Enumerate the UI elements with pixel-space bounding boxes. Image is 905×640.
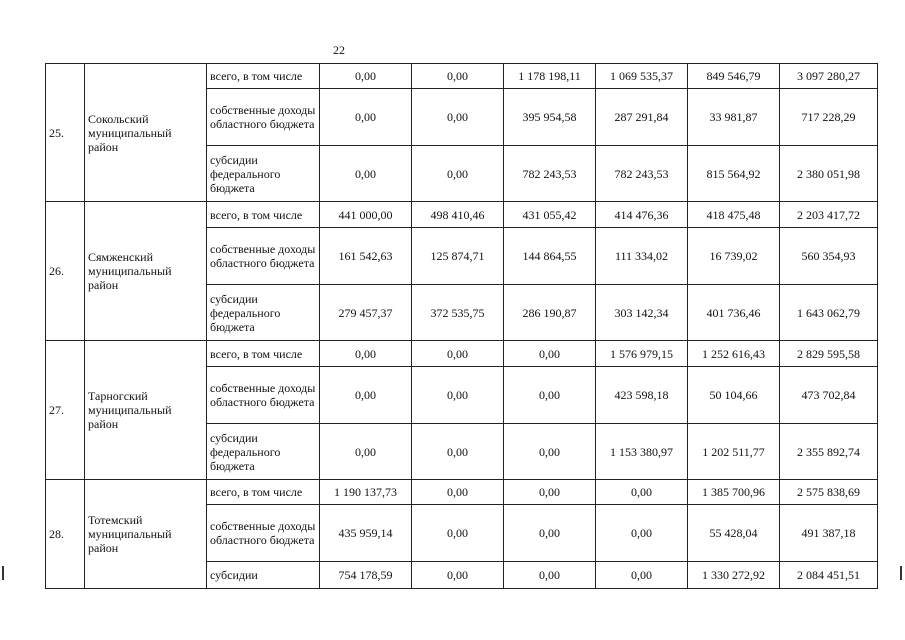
amount-cell: 55 428,04 [688,505,780,562]
amount-cell: 1 643 062,79 [780,285,878,341]
amount-cell: 1 190 137,73 [320,480,412,505]
amount-cell: 0,00 [320,341,412,367]
funding-type: всего, в том числе [207,64,320,89]
amount-cell: 1 252 616,43 [688,341,780,367]
amount-cell: 0,00 [596,505,688,562]
amount-cell: 0,00 [412,480,504,505]
amount-cell: 401 736,46 [688,285,780,341]
amount-cell: 0,00 [412,146,504,202]
amount-cell: 2 355 892,74 [780,424,878,480]
amount-cell: 0,00 [412,424,504,480]
district-name: Тарногский муниципальный район [85,341,207,480]
row-number: 27. [46,341,85,480]
amount-cell: 1 330 272,92 [688,562,780,589]
table-row [46,64,878,89]
amount-cell: 303 142,34 [596,285,688,341]
row-number: 26. [46,202,85,341]
amount-cell: 1 069 535,37 [596,64,688,89]
amount-cell: 0,00 [412,341,504,367]
scan-mark-right [900,566,902,580]
amount-cell: 0,00 [412,367,504,424]
amount-cell: 279 457,37 [320,285,412,341]
amount-cell: 50 104,66 [688,367,780,424]
amount-cell: 782 243,53 [596,146,688,202]
amount-cell: 1 385 700,96 [688,480,780,505]
funding-type: всего, в том числе [207,341,320,367]
amount-cell: 2 203 417,72 [780,202,878,228]
amount-cell: 0,00 [504,505,596,562]
amount-cell: 815 564,92 [688,146,780,202]
amount-cell: 418 475,48 [688,202,780,228]
amount-cell: 2 829 595,58 [780,341,878,367]
amount-cell: 1 202 511,77 [688,424,780,480]
row-number: 25. [46,64,85,202]
amount-cell: 473 702,84 [780,367,878,424]
amount-cell: 144 864,55 [504,228,596,285]
page-number: 22 [333,43,345,57]
row-number: 28. [46,480,85,589]
amount-cell: 395 954,58 [504,89,596,146]
amount-cell: 161 542,63 [320,228,412,285]
amount-cell: 287 291,84 [596,89,688,146]
amount-cell: 286 190,87 [504,285,596,341]
amount-cell: 435 959,14 [320,505,412,562]
amount-cell: 0,00 [504,341,596,367]
district-name: Тотемский муниципальный район [85,480,207,589]
funding-type: всего, в том числе [207,480,320,505]
district-name: Сокольский муниципальный район [85,64,207,202]
amount-cell: 125 874,71 [412,228,504,285]
amount-cell: 0,00 [596,562,688,589]
amount-cell: 849 546,79 [688,64,780,89]
funding-type: собственные доходы областного бюджета [207,367,320,424]
table-row [46,202,878,228]
amount-cell: 3 097 280,27 [780,64,878,89]
funding-type: субсидии федерального бюджета [207,285,320,341]
amount-cell: 560 354,93 [780,228,878,285]
funding-type: собственные доходы областного бюджета [207,89,320,146]
funding-type: субсидии федерального бюджета [207,146,320,202]
amount-cell: 0,00 [320,64,412,89]
amount-cell: 0,00 [504,480,596,505]
amount-cell: 16 739,02 [688,228,780,285]
amount-cell: 1 178 198,11 [504,64,596,89]
amount-cell: 111 334,02 [596,228,688,285]
funding-type: собственные доходы областного бюджета [207,505,320,562]
funding-type: собственные доходы областного бюджета [207,228,320,285]
table-row [46,341,878,367]
amount-cell: 0,00 [412,505,504,562]
amount-cell: 0,00 [320,146,412,202]
funding-type: всего, в том числе [207,202,320,228]
amount-cell: 491 387,18 [780,505,878,562]
amount-cell: 0,00 [412,64,504,89]
amount-cell: 717 228,29 [780,89,878,146]
amount-cell: 0,00 [412,89,504,146]
amount-cell: 2 084 451,51 [780,562,878,589]
amount-cell: 2 380 051,98 [780,146,878,202]
funding-type: субсидии [207,562,320,589]
budget-table [45,63,878,589]
amount-cell: 33 981,87 [688,89,780,146]
amount-cell: 441 000,00 [320,202,412,228]
amount-cell: 0,00 [504,367,596,424]
amount-cell: 372 535,75 [412,285,504,341]
amount-cell: 0,00 [320,89,412,146]
amount-cell: 431 055,42 [504,202,596,228]
table-row [46,480,878,505]
funding-type: субсидии федерального бюджета [207,424,320,480]
district-name: Сямженский муниципальный район [85,202,207,341]
amount-cell: 2 575 838,69 [780,480,878,505]
amount-cell: 0,00 [596,480,688,505]
scan-mark-left [2,566,4,580]
amount-cell: 782 243,53 [504,146,596,202]
amount-cell: 754 178,59 [320,562,412,589]
amount-cell: 0,00 [504,562,596,589]
amount-cell: 0,00 [504,424,596,480]
amount-cell: 1 153 380,97 [596,424,688,480]
amount-cell: 414 476,36 [596,202,688,228]
amount-cell: 423 598,18 [596,367,688,424]
amount-cell: 0,00 [412,562,504,589]
amount-cell: 498 410,46 [412,202,504,228]
amount-cell: 0,00 [320,367,412,424]
amount-cell: 1 576 979,15 [596,341,688,367]
amount-cell: 0,00 [320,424,412,480]
